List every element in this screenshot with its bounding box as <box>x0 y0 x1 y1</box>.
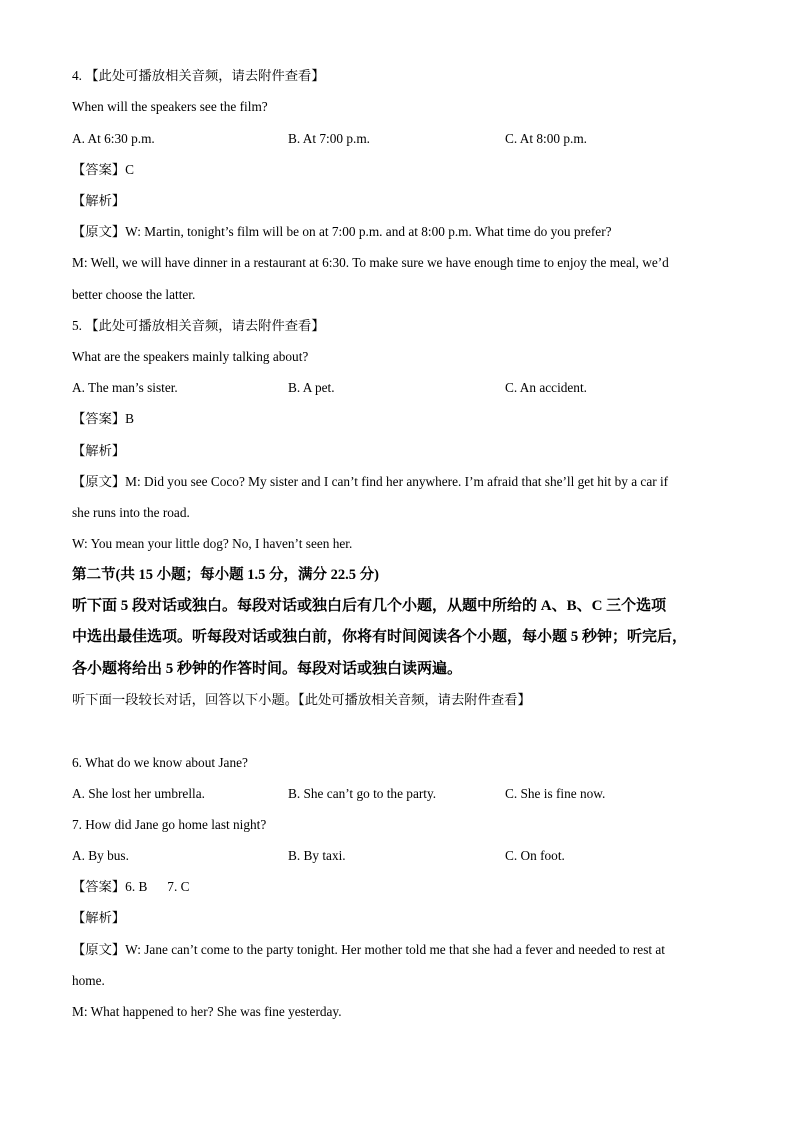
q5-original-2: she runs into the road. <box>72 505 190 520</box>
section-instruction-2: 中选出最佳选项。听每段对话或独白前，你将有时间阅读各个小题，每小题 5 秒钟；听完后， <box>72 629 688 645</box>
q67-original-2: home. <box>72 973 105 988</box>
q5-original-3: W: You mean your little dog? No, I haven’t seen her. <box>72 536 353 551</box>
q67-analysis: 【解析】 <box>72 910 126 925</box>
q4-option-c: C. At 8:00 p.m. <box>505 131 588 146</box>
q5-analysis: 【解析】 <box>72 443 126 458</box>
q4-analysis: 【解析】 <box>72 193 126 208</box>
q5-option-b: B. A pet. <box>288 380 335 395</box>
section-title: 第二节(共 15 小题；每小题 1.5 分，满分 22.5 分) <box>72 567 379 583</box>
q5-option-c: C. An accident. <box>505 380 587 395</box>
q4-original-1: 【原文】W: Martin, tonight’s film will be on at 7:00 p.m. and at 8:00 p.m. What time do you prefer? <box>72 224 612 239</box>
q7-option-c: C. On foot. <box>505 848 565 863</box>
q4-original-2: M: Well, we will have dinner in a restaurant at 6:30. To make sure we have enough time to enjoy the meal, we’d <box>72 255 669 270</box>
q5-header: 5. 【此处可播放相关音频，请去附件查看】 <box>72 318 325 333</box>
q5-answer: 【答案】B <box>72 411 135 426</box>
q6-question: 6. What do we know about Jane? <box>72 755 248 770</box>
q5-original-1: 【原文】M: Did you see Coco? My sister and I can’t find her anywhere. I’m afraid that she’ll get hit by a car if <box>72 474 669 489</box>
q5-option-a: A. The man’s sister. <box>72 380 178 395</box>
q67-original-1: 【原文】W: Jane can’t come to the party tonight. Her mother told me that she had a fever and needed to rest at <box>72 942 665 957</box>
section-instruction-1: 听下面 5 段对话或独白。每段对话或独白后有几个小题，从题中所给的 A、B、C 三个选项 <box>72 598 667 614</box>
q7-option-a: A. By bus. <box>72 848 129 863</box>
section-instruction-3: 各小题将给出 5 秒钟的作答时间。每段对话或独白读两遍。 <box>72 661 463 677</box>
q4-header: 4. 【此处可播放相关音频，请去附件查看】 <box>72 68 325 83</box>
q6-option-b: B. She can’t go to the party. <box>288 786 437 801</box>
q67-answer: 【答案】6. B 7. C <box>72 879 190 894</box>
q4-answer: 【答案】C <box>72 162 135 177</box>
q4-option-a: A. At 6:30 p.m. <box>72 131 155 146</box>
q4-original-3: better choose the latter. <box>72 287 196 302</box>
q7-question: 7. How did Jane go home last night? <box>72 817 267 832</box>
listen-intro: 听下面一段较长对话，回答以下小题。【此处可播放相关音频，请去附件查看】 <box>72 692 531 707</box>
q4-option-b: B. At 7:00 p.m. <box>288 131 371 146</box>
q5-question: What are the speakers mainly talking about? <box>72 349 309 364</box>
q4-question: When will the speakers see the film? <box>72 99 268 114</box>
q7-option-b: B. By taxi. <box>288 848 346 863</box>
q6-option-a: A. She lost her umbrella. <box>72 786 205 801</box>
q67-original-3: M: What happened to her? She was fine yesterday. <box>72 1004 342 1019</box>
q6-option-c: C. She is fine now. <box>505 786 606 801</box>
